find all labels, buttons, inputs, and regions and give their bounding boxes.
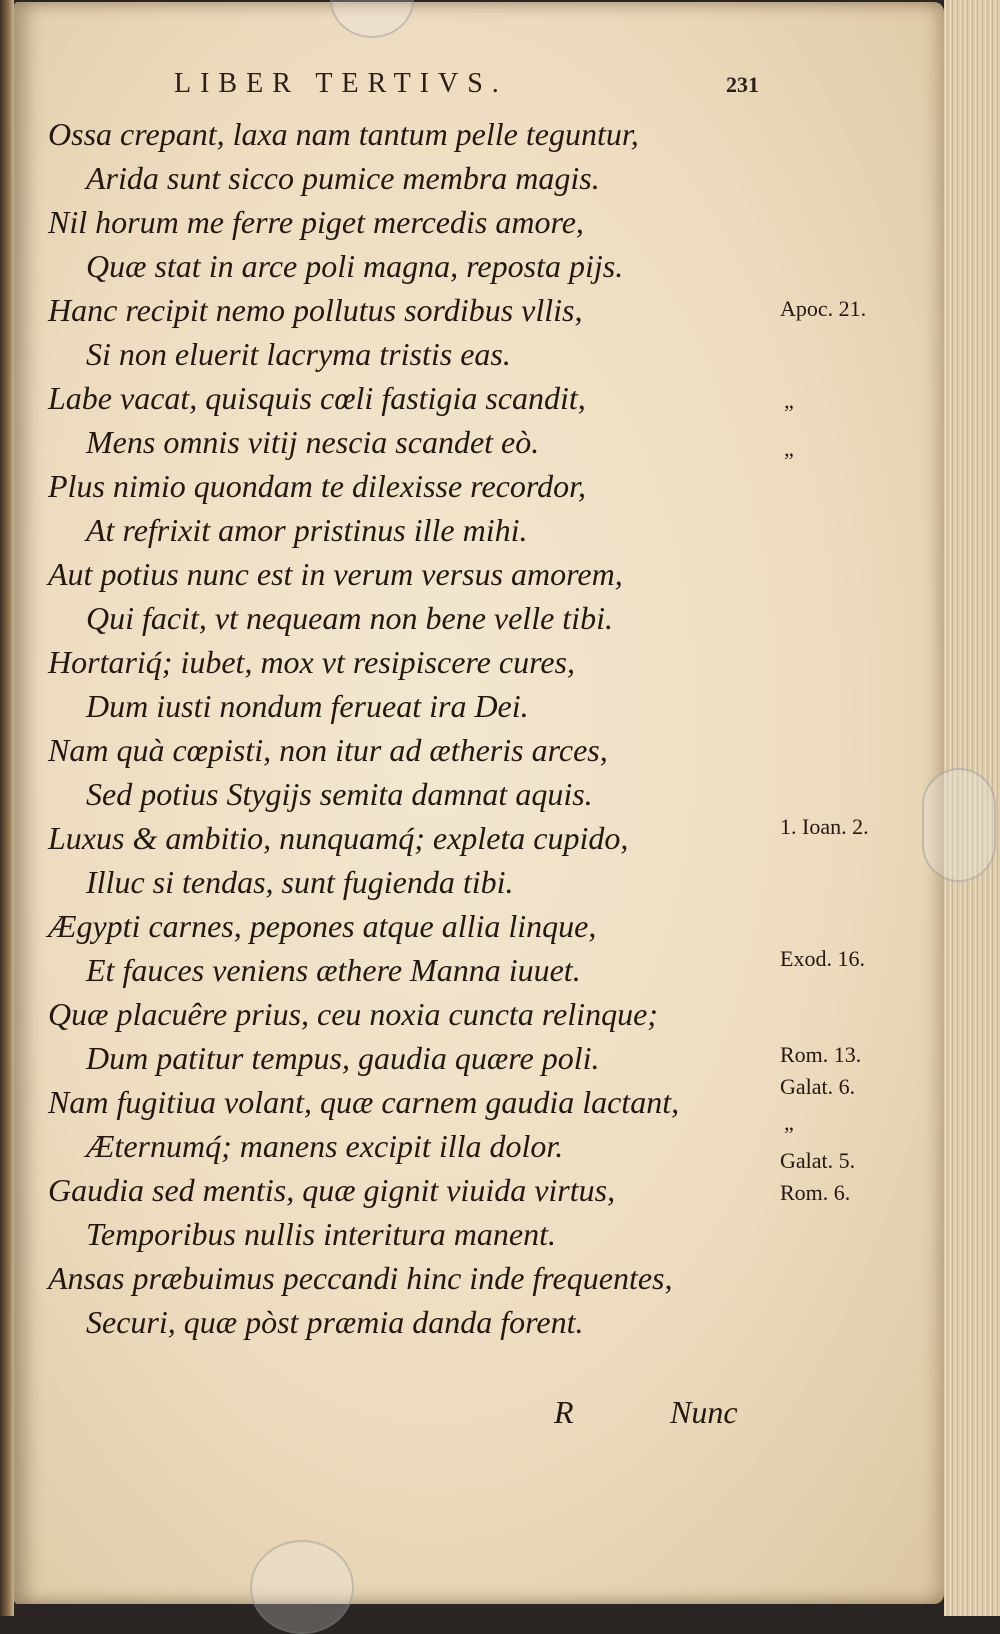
margin-note: Exod. 16. xyxy=(780,946,865,971)
verse-line: Dum patitur tempus, gaudia quære poli. xyxy=(86,1040,600,1076)
verse-line: Arida sunt sicco pumice membra magis. xyxy=(86,160,600,196)
verse-line: Nam fugitiua volant, quæ carnem gaudia lactant, xyxy=(48,1084,680,1120)
verse-line: Ansas præbuimus peccandi hinc inde frequentes, xyxy=(48,1260,673,1296)
catchword: Nunc xyxy=(670,1394,738,1430)
verse-line: Securi, quæ pòst præmia danda forent. xyxy=(86,1304,584,1340)
verse-line: Quæ stat in arce poli magna, reposta pijs. xyxy=(86,248,624,284)
left-page-edge xyxy=(0,0,14,1616)
verse-line: Nam quà cœpisti, non itur ad ætheris arces, xyxy=(48,732,608,768)
page-number: 231 xyxy=(726,72,759,97)
verse-line: Illuc si tendas, sunt fugienda tibi. xyxy=(86,864,514,900)
verse-line: Luxus & ambitio, nunquamq́; expleta cupido, xyxy=(48,820,629,856)
page-clip-bottom xyxy=(250,1540,354,1634)
verse-line: Hortariq́; iubet, mox vt resipiscere cures, xyxy=(48,644,575,680)
verse-line: At refrixit amor pristinus ille mihi. xyxy=(86,512,528,548)
margin-note: Galat. 5. xyxy=(780,1148,856,1173)
verse-line: Quæ placuêre prius, ceu noxia cuncta relinque; xyxy=(48,996,658,1032)
verse-line: Ægypti carnes, pepones atque allia linque, xyxy=(48,908,597,944)
margin-note: 1. Ioan. 2. xyxy=(780,814,869,839)
verse-line: Æternumq́; manens excipit illa dolor. xyxy=(86,1128,564,1164)
page-clip-right xyxy=(922,768,996,882)
margin-note: ” xyxy=(784,448,794,473)
margin-note: Rom. 13. xyxy=(780,1042,862,1067)
verse-line: Ossa crepant, laxa nam tantum pelle teguntur, xyxy=(48,116,639,152)
margin-note: Galat. 6. xyxy=(780,1074,856,1099)
signature-mark: R xyxy=(554,1394,574,1430)
running-head: LIBER TERTIVS. xyxy=(174,68,508,99)
verse-line: Hanc recipit nemo pollutus sordibus vllis, xyxy=(48,292,583,328)
book-page xyxy=(14,2,944,1604)
verse-line: Plus nimio quondam te dilexisse recordor, xyxy=(48,468,587,504)
verse-line: Gaudia sed mentis, quæ gignit viuida virtus, xyxy=(48,1172,616,1208)
verse-line: Nil horum me ferre piget mercedis amore, xyxy=(48,204,584,240)
margin-note: Rom. 6. xyxy=(780,1180,851,1205)
margin-note: Apoc. 21. xyxy=(780,296,867,321)
verse-line: Qui facit, vt nequeam non bene velle tibi. xyxy=(86,600,613,636)
verse-line: Si non eluerit lacryma tristis eas. xyxy=(86,336,511,372)
verse-line: Et fauces veniens æthere Manna iuuet. xyxy=(86,952,581,988)
margin-note: ” xyxy=(784,1122,794,1147)
verse-line: Labe vacat, quisquis cœli fastigia scandit, xyxy=(48,380,586,416)
verse-line: Dum iusti nondum ferueat ira Dei. xyxy=(86,688,529,724)
verse-line: Temporibus nullis interitura manent. xyxy=(86,1216,556,1252)
verse-line: Mens omnis vitij nescia scandet eò. xyxy=(86,424,540,460)
margin-note: ” xyxy=(784,400,794,425)
verse-line: Sed potius Stygijs semita damnat aquis. xyxy=(86,776,593,812)
verse-line: Aut potius nunc est in verum versus amorem, xyxy=(48,556,623,592)
